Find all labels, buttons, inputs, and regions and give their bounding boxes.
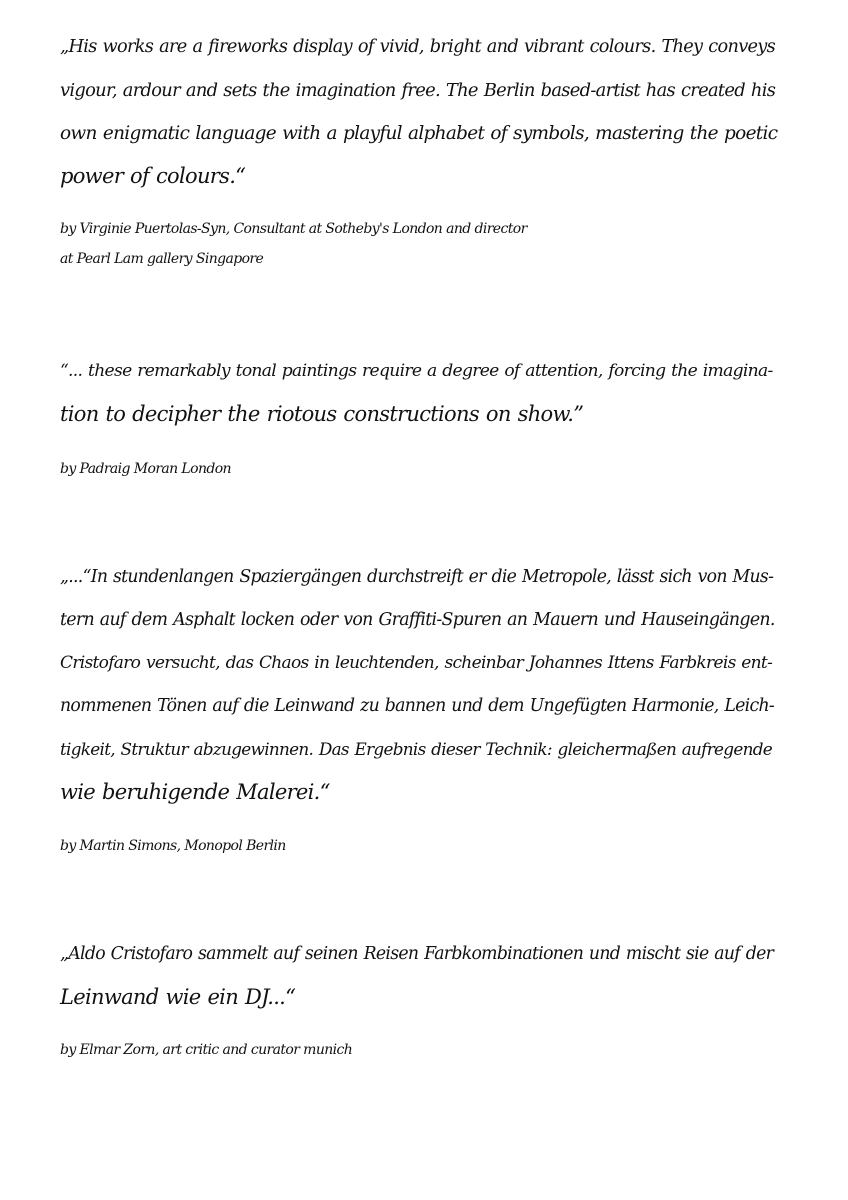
- quote-line: tern auf dem Asphalt locken oder von Graffiti-Spuren an Mauern und Hauseingängen.: [60, 610, 775, 630]
- attribution-line: by Virginie Puertolas-Syn, Consultant at Sotheby's London and director: [60, 221, 527, 237]
- quote-attribution: [60, 214, 790, 274]
- quote-block: [60, 26, 790, 274]
- attribution-line: by Elmar Zorn, art critic and curator munich: [60, 1042, 353, 1058]
- quote-attribution: [60, 1035, 790, 1065]
- quote-block: [60, 933, 790, 1065]
- quote-text: [60, 350, 790, 436]
- quote-line: nommenen Tönen auf die Leinwand zu bannen und dem Ungefügten Harmonie, Leich-: [60, 696, 774, 716]
- quote-line: „Aldo Cristofaro sammelt auf seinen Reisen Farbkombinationen und mischt sie auf der: [60, 944, 774, 964]
- quote-attribution: [60, 831, 790, 861]
- quote-line: tigkeit, Struktur abzugewinnen. Das Ergebnis dieser Technik: gleichermaßen aufregende: [60, 739, 773, 759]
- attribution-line: at Pearl Lam gallery Singapore: [60, 251, 264, 267]
- quote-line: „...“In stundenlangen Spaziergängen durchstreift er die Metropole, lässt sich von Mus-: [60, 567, 774, 587]
- quote-line: wie beruhigende Malerei.“: [60, 780, 330, 804]
- quote-block: [60, 350, 790, 484]
- quote-line: Cristofaro versucht, das Chaos in leuchtenden, scheinbar Johannes Ittens Farbkreis ent-: [60, 653, 773, 673]
- quote-attribution: [60, 454, 790, 484]
- quote-line: vigour, ardour and sets the imagination free. The Berlin based-artist has created his: [60, 80, 776, 101]
- quote-line: own enigmatic language with a playful alphabet of symbols, mastering the poetic: [60, 123, 778, 144]
- quote-line: Leinwand wie ein DJ...“: [60, 985, 296, 1009]
- quote-text: [60, 556, 790, 814]
- quote-line: „His works are a fireworks display of vivid, bright and vibrant colours. They conveys: [60, 37, 775, 57]
- quote-line: “... these remarkably tonal paintings require a degree of attention, forcing the imagina-: [60, 361, 773, 381]
- attribution-line: by Martin Simons, Monopol Berlin: [60, 838, 286, 854]
- attribution-line: by Padraig Moran London: [60, 461, 231, 477]
- quote-block: [60, 556, 790, 861]
- quote-line: power of colours.“: [60, 164, 246, 188]
- quote-line: tion to decipher the riotous constructions on show.”: [60, 402, 584, 426]
- quote-text: [60, 26, 790, 198]
- quote-text: [60, 933, 790, 1019]
